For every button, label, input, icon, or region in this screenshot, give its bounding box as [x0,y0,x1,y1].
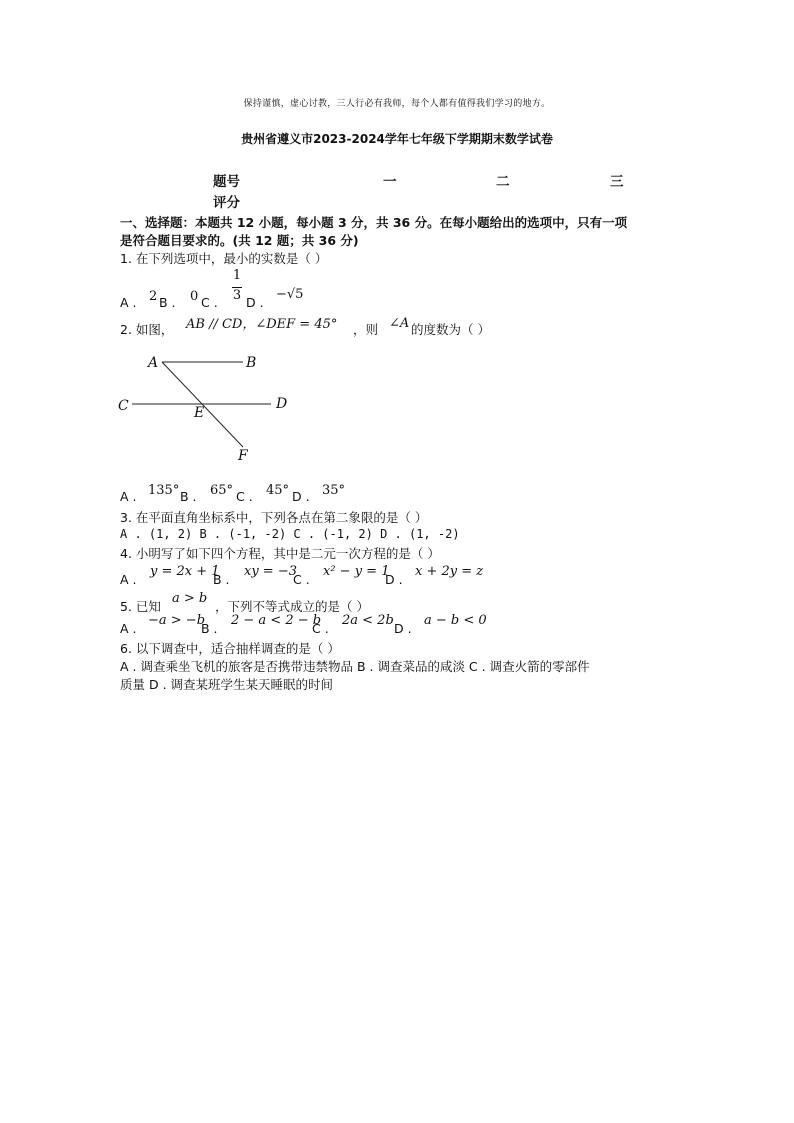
q2-stem-suffix: 的度数为（ ） [411,322,490,337]
q4-option-c-value: x² − y = 1 [323,564,390,579]
q2-option-b-value: 65° [210,483,234,498]
q5-option-d-value: a − b < 0 [424,613,487,628]
point-e-label: E [194,405,205,421]
q1-option-c-label: C . [201,295,218,310]
q5-stem-math: a > b [172,591,208,606]
q6-options-line1: A . 调查乘坐飞机的旅客是否携带违禁物品 B . 调查菜品的咸淡 C . 调查火箭的零部件 [120,659,590,674]
q6-stem: 6. 以下调查中，适合抽样调查的是（ ） [120,641,340,656]
q4-option-a-label: A . [120,572,137,587]
q2-option-b-label: B . [180,489,197,504]
point-b-label: B [246,355,257,371]
q1-stem: 1. 在下列选项中，最小的实数是（ ） [120,251,328,266]
point-c-label: C [118,398,129,414]
point-f-label: F [238,448,248,464]
q2-option-a-label: A . [120,489,137,504]
point-a-label: A [148,355,159,371]
q6-options-line2: 质量 D . 调查某班学生某天睡眠的时间 [120,677,334,692]
q4-option-b-label: B . [213,572,230,587]
motto: 保持谨慎，虚心讨教，三人行必有我师，每个人都有值得我们学习的地方。 [243,99,551,109]
q5-option-c-value: 2a < 2b [342,613,394,628]
q5-option-b-value: 2 − a < 2 − b [231,613,322,628]
q5-option-a-label: A . [120,621,137,636]
q1-option-c-numerator: 1 [232,268,242,283]
q5-option-a-value: −a > −b [148,613,206,628]
q2-option-c-value: 45° [266,483,290,498]
section-heading-line2: 是符合题目要求的。(共 12 题；共 36 分) [120,233,359,248]
score-table-row1-label: 题号 [213,174,240,190]
q4-option-b-value: xy = −3 [244,564,297,579]
q1-option-d-value: −√5 [276,287,304,302]
q3-stem: 3. 在平面直角坐标系中，下列各点在第二象限的是（ ） [120,510,428,525]
q4-option-a-value: y = 2x + 1 [150,564,220,579]
section-heading-line1: 一、选择题：本题共 12 小题，每小题 3 分，共 36 分。在每小题给出的选项中，只有一项 [120,215,628,230]
q5-stem-prefix: 5. 已知 [120,599,161,614]
q1-option-a-value: 2 [149,289,158,304]
q5-option-d-label: D . [394,621,412,636]
q3-options: A . (1, 2) B . (-1, -2) C . (-1, 2) D . (1, -2) [120,527,460,541]
q4-option-c-label: C . [293,572,310,587]
q4-option-d-label: D . [385,572,403,587]
point-d-label: D [276,396,288,412]
score-table-col-1: 一 [383,174,397,190]
q2-option-a-value: 135° [148,483,180,498]
q2-stem-prefix: 2. 如图， [120,322,174,337]
q2-option-c-label: C . [236,489,253,504]
q5-stem-suffix: ，下列不等式成立的是（ ） [215,599,369,614]
page-title: 贵州省遵义市2023-2024学年七年级下学期期末数学试卷 [241,132,553,146]
q2-stem-mid: ，则 [353,322,379,337]
score-table-col-2: 二 [496,174,510,190]
q4-option-d-value: x + 2y = z [415,564,484,579]
q1-option-d-label: D . [246,295,264,310]
q2-stem-angle: ∠A [389,316,410,331]
q5-option-c-label: C . [312,621,329,636]
score-table-col-3: 三 [610,174,624,190]
q2-stem-math: AB // CD，∠DEF = 45° [186,317,338,332]
q4-stem: 4. 小明写了如下四个方程，其中是二元一次方程的是（ ） [120,546,440,561]
q1-option-a-label: A . [120,295,137,310]
q1-option-c-denominator: 3 [232,288,242,303]
q2-option-d-value: 35° [322,483,346,498]
q2-figure [110,345,310,470]
q2-option-d-label: D . [292,489,310,504]
q1-option-b-label: B . [159,295,176,310]
q1-option-b-value: 0 [190,289,199,304]
score-table-row2-label: 评分 [213,195,240,211]
q5-option-b-label: B . [201,621,218,636]
